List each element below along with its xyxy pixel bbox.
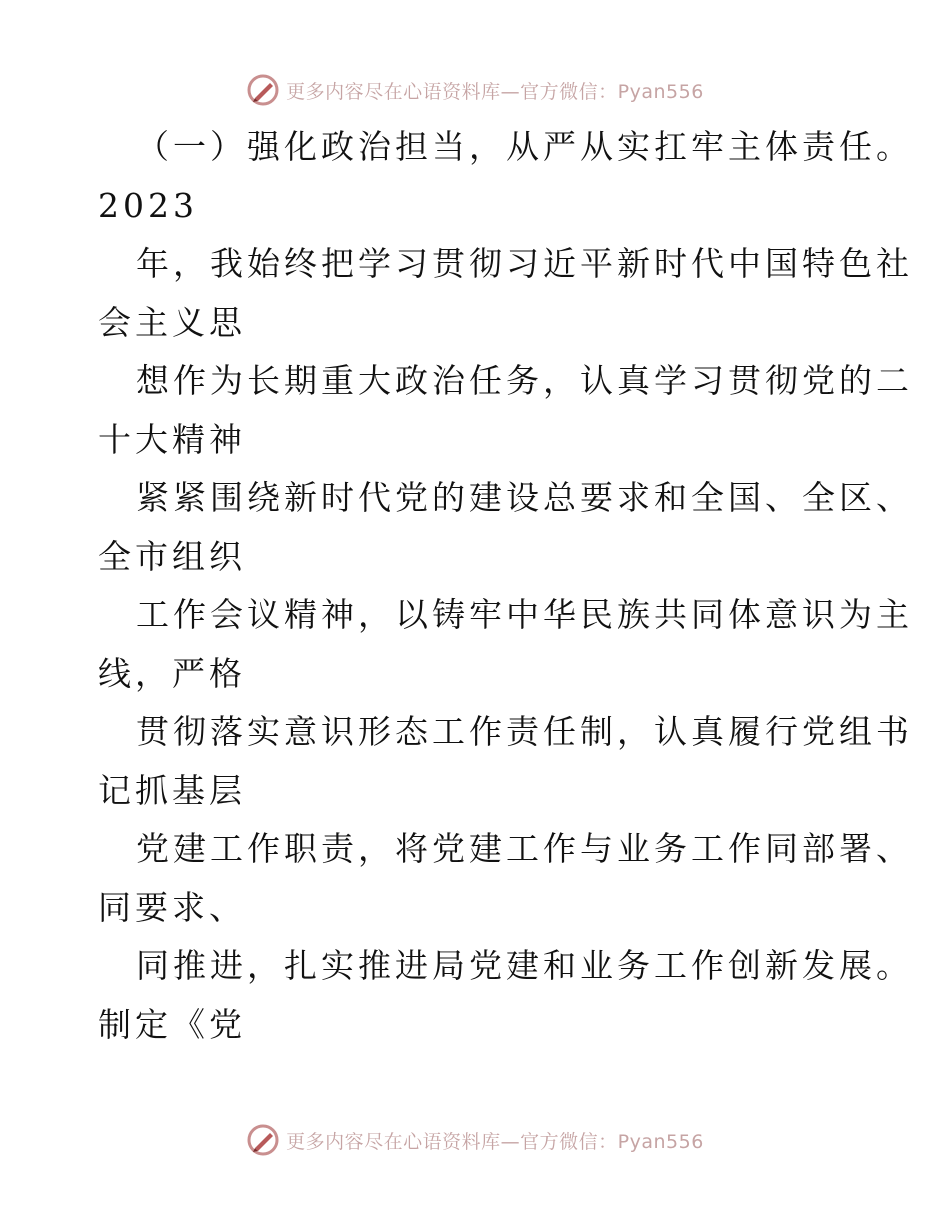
watermark-text: 更多内容尽在心语资料库—官方微信：Pyan556 (286, 80, 704, 103)
watermark-text: 更多内容尽在心语资料库—官方微信：Pyan556 (286, 1130, 704, 1153)
body-text-line: 党建工作职责，将党建工作与业务工作同部署、 (136, 829, 913, 868)
body-text-line: 2023 (98, 185, 198, 225)
body-text-line: 紧紧围绕新时代党的建设总要求和全国、全区、 (136, 478, 913, 517)
body-text-line: 贯彻落实意识形态工作责任制，认真履行党组书 (136, 712, 913, 751)
pen-logo-icon (246, 73, 280, 107)
body-text-line: （一）强化政治担当，从严从实扛牢主体责任。 (136, 127, 913, 166)
body-text-line: 工作会议精神，以铸牢中华民族共同体意识为主 (136, 595, 913, 634)
document-body (98, 118, 913, 1054)
body-text-line: 制定《党 (98, 1004, 246, 1044)
body-text-line: 年，我始终把学习贯彻习近平新时代中国特色社 (136, 244, 913, 283)
body-text-line: 想作为长期重大政治任务，认真学习贯彻党的二 (136, 361, 913, 400)
body-text-line: 同推进，扎实推进局党建和业务工作创新发展。 (136, 946, 913, 985)
body-text-line: 全市组织 (98, 536, 246, 576)
footer-watermark (0, 1120, 950, 1160)
body-text-line: 线，严格 (98, 653, 246, 693)
body-text-line: 记抓基层 (98, 770, 246, 810)
pen-logo-icon (246, 1123, 280, 1157)
body-text-line: 十大精神 (98, 419, 246, 459)
body-text-line: 同要求、 (98, 887, 246, 927)
header-watermark (0, 70, 950, 110)
body-text-line: 会主义思 (98, 302, 246, 342)
